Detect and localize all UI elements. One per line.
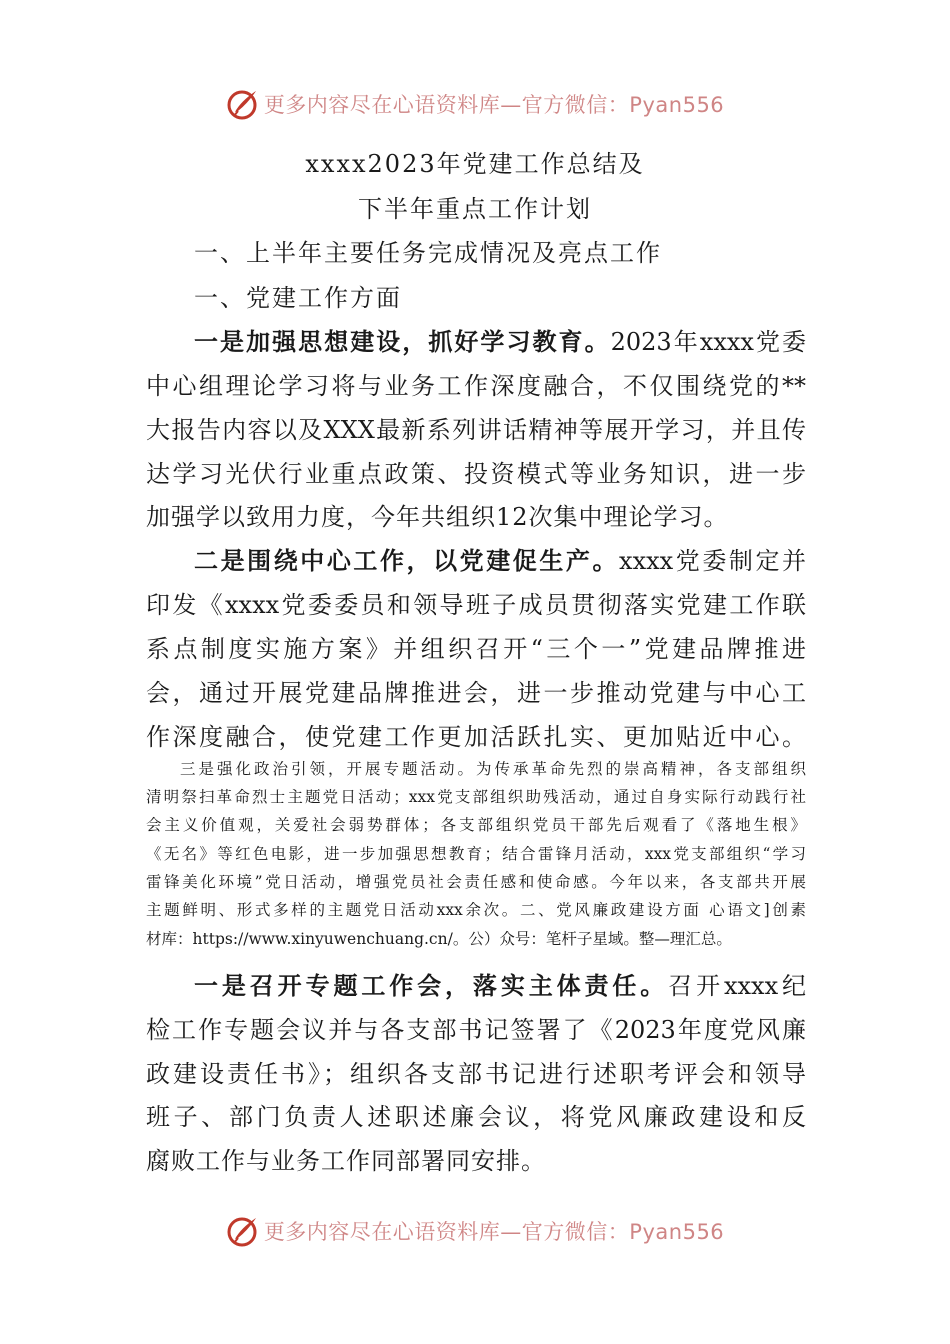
paragraph-2-line: 会，通过开展党建品牌推进会，进一步推动党建与中心工 <box>146 679 806 707</box>
section-heading-2: 一、党建工作方面 <box>194 284 402 312</box>
paragraph-2-line: 作深度融合，使党建工作更加活跃扎实、更加贴近中心。 <box>146 723 806 751</box>
paragraph-1-line: 达学习光伏行业重点政策、投资模式等业务知识，进一步 <box>146 460 806 488</box>
paragraph-3-line: 政建设责任书》；组织各支部书记进行述职考评会和领导 <box>146 1060 806 1088</box>
paragraph-3-first-line: 一是召开专题工作会，落实主体责任。召开xxxx纪 <box>194 971 807 1000</box>
quill-logo-icon <box>226 1214 260 1248</box>
watermark-text: 更多内容尽在心语资料库—官方微信：Pyan556 <box>263 93 725 117</box>
section-heading-1: 一、上半年主要任务完成情况及亮点工作 <box>194 239 662 267</box>
paragraph-2-first-line: 二是围绕中心工作，以党建促生产。xxxx党委制定并 <box>194 546 807 575</box>
paragraph-3-lead: 一是召开专题工作会，落实主体责任。 <box>194 971 669 1000</box>
paragraph-1-lead: 一是加强思想建设，抓好学习教育。 <box>194 327 611 356</box>
paragraph-1-line: 加强学以致用力度，今年共组织12次集中理论学习。 <box>146 503 729 531</box>
small-paragraph-line: 会主义价值观，关爱社会弱势群体；各支部组织党员干部先后观看了《落地生根》 <box>146 816 806 834</box>
paragraph-3-line: 腐败工作与业务工作同部署同安排。 <box>146 1147 546 1175</box>
document-title-line-1: xxxx2023年党建工作总结及 <box>305 150 645 178</box>
header-watermark <box>0 84 950 124</box>
paragraph-1-first-line: 一是加强思想建设，抓好学习教育。2023年xxxx党委 <box>194 327 806 356</box>
document-title-line-2: 下半年重点工作计划 <box>358 195 592 223</box>
small-paragraph-line: 清明祭扫革命烈士主题党日活动；xxx党支部组织助残活动，通过自身实际行动践行社 <box>146 788 806 806</box>
small-paragraph-line: 材库：https://www.xinyuwenchuang.cn/。公）众号：笔杆子星域。整—理汇总。 <box>146 930 732 948</box>
small-paragraph-line: 三是强化政治引领，开展专题活动。为传承革命先烈的崇高精神，各支部组织 <box>180 760 806 778</box>
paragraph-2-line: 印发《xxxx党委委员和领导班子成员贯彻落实党建工作联 <box>146 591 806 619</box>
footer-watermark <box>0 1211 950 1251</box>
small-paragraph-line: 雷锋美化环境”党日活动，增强党员社会责任感和使命感。今年以来，各支部共开展 <box>146 873 806 891</box>
paragraph-1-line: 大报告内容以及XXX最新系列讲话精神等展开学习，并且传 <box>146 416 806 444</box>
paragraph-3-line: 班子、部门负责人述职述廉会议，将党风廉政建设和反 <box>146 1103 806 1131</box>
paragraph-3-line: 检工作专题会议并与各支部书记签署了《2023年度党风廉 <box>146 1016 806 1044</box>
paragraph-2-lead: 二是围绕中心工作，以党建促生产。 <box>194 546 620 575</box>
paragraph-2-line: 系点制度实施方案》并组织召开“三个一”党建品牌推进 <box>146 635 806 663</box>
small-paragraph-line: 《无名》等红色电影，进一步加强思想教育；结合雷锋月活动，xxx党支部组织“学习 <box>146 845 806 863</box>
quill-logo-icon <box>226 87 260 121</box>
paragraph-1-line: 中心组理论学习将与业务工作深度融合，不仅围绕党的** <box>146 372 806 400</box>
small-paragraph-line: 主题鲜明、形式多样的主题党日活动xxx余次。二、党风廉政建设方面 心语文]创素 <box>146 901 806 919</box>
watermark-text: 更多内容尽在心语资料库—官方微信：Pyan556 <box>263 1220 725 1244</box>
